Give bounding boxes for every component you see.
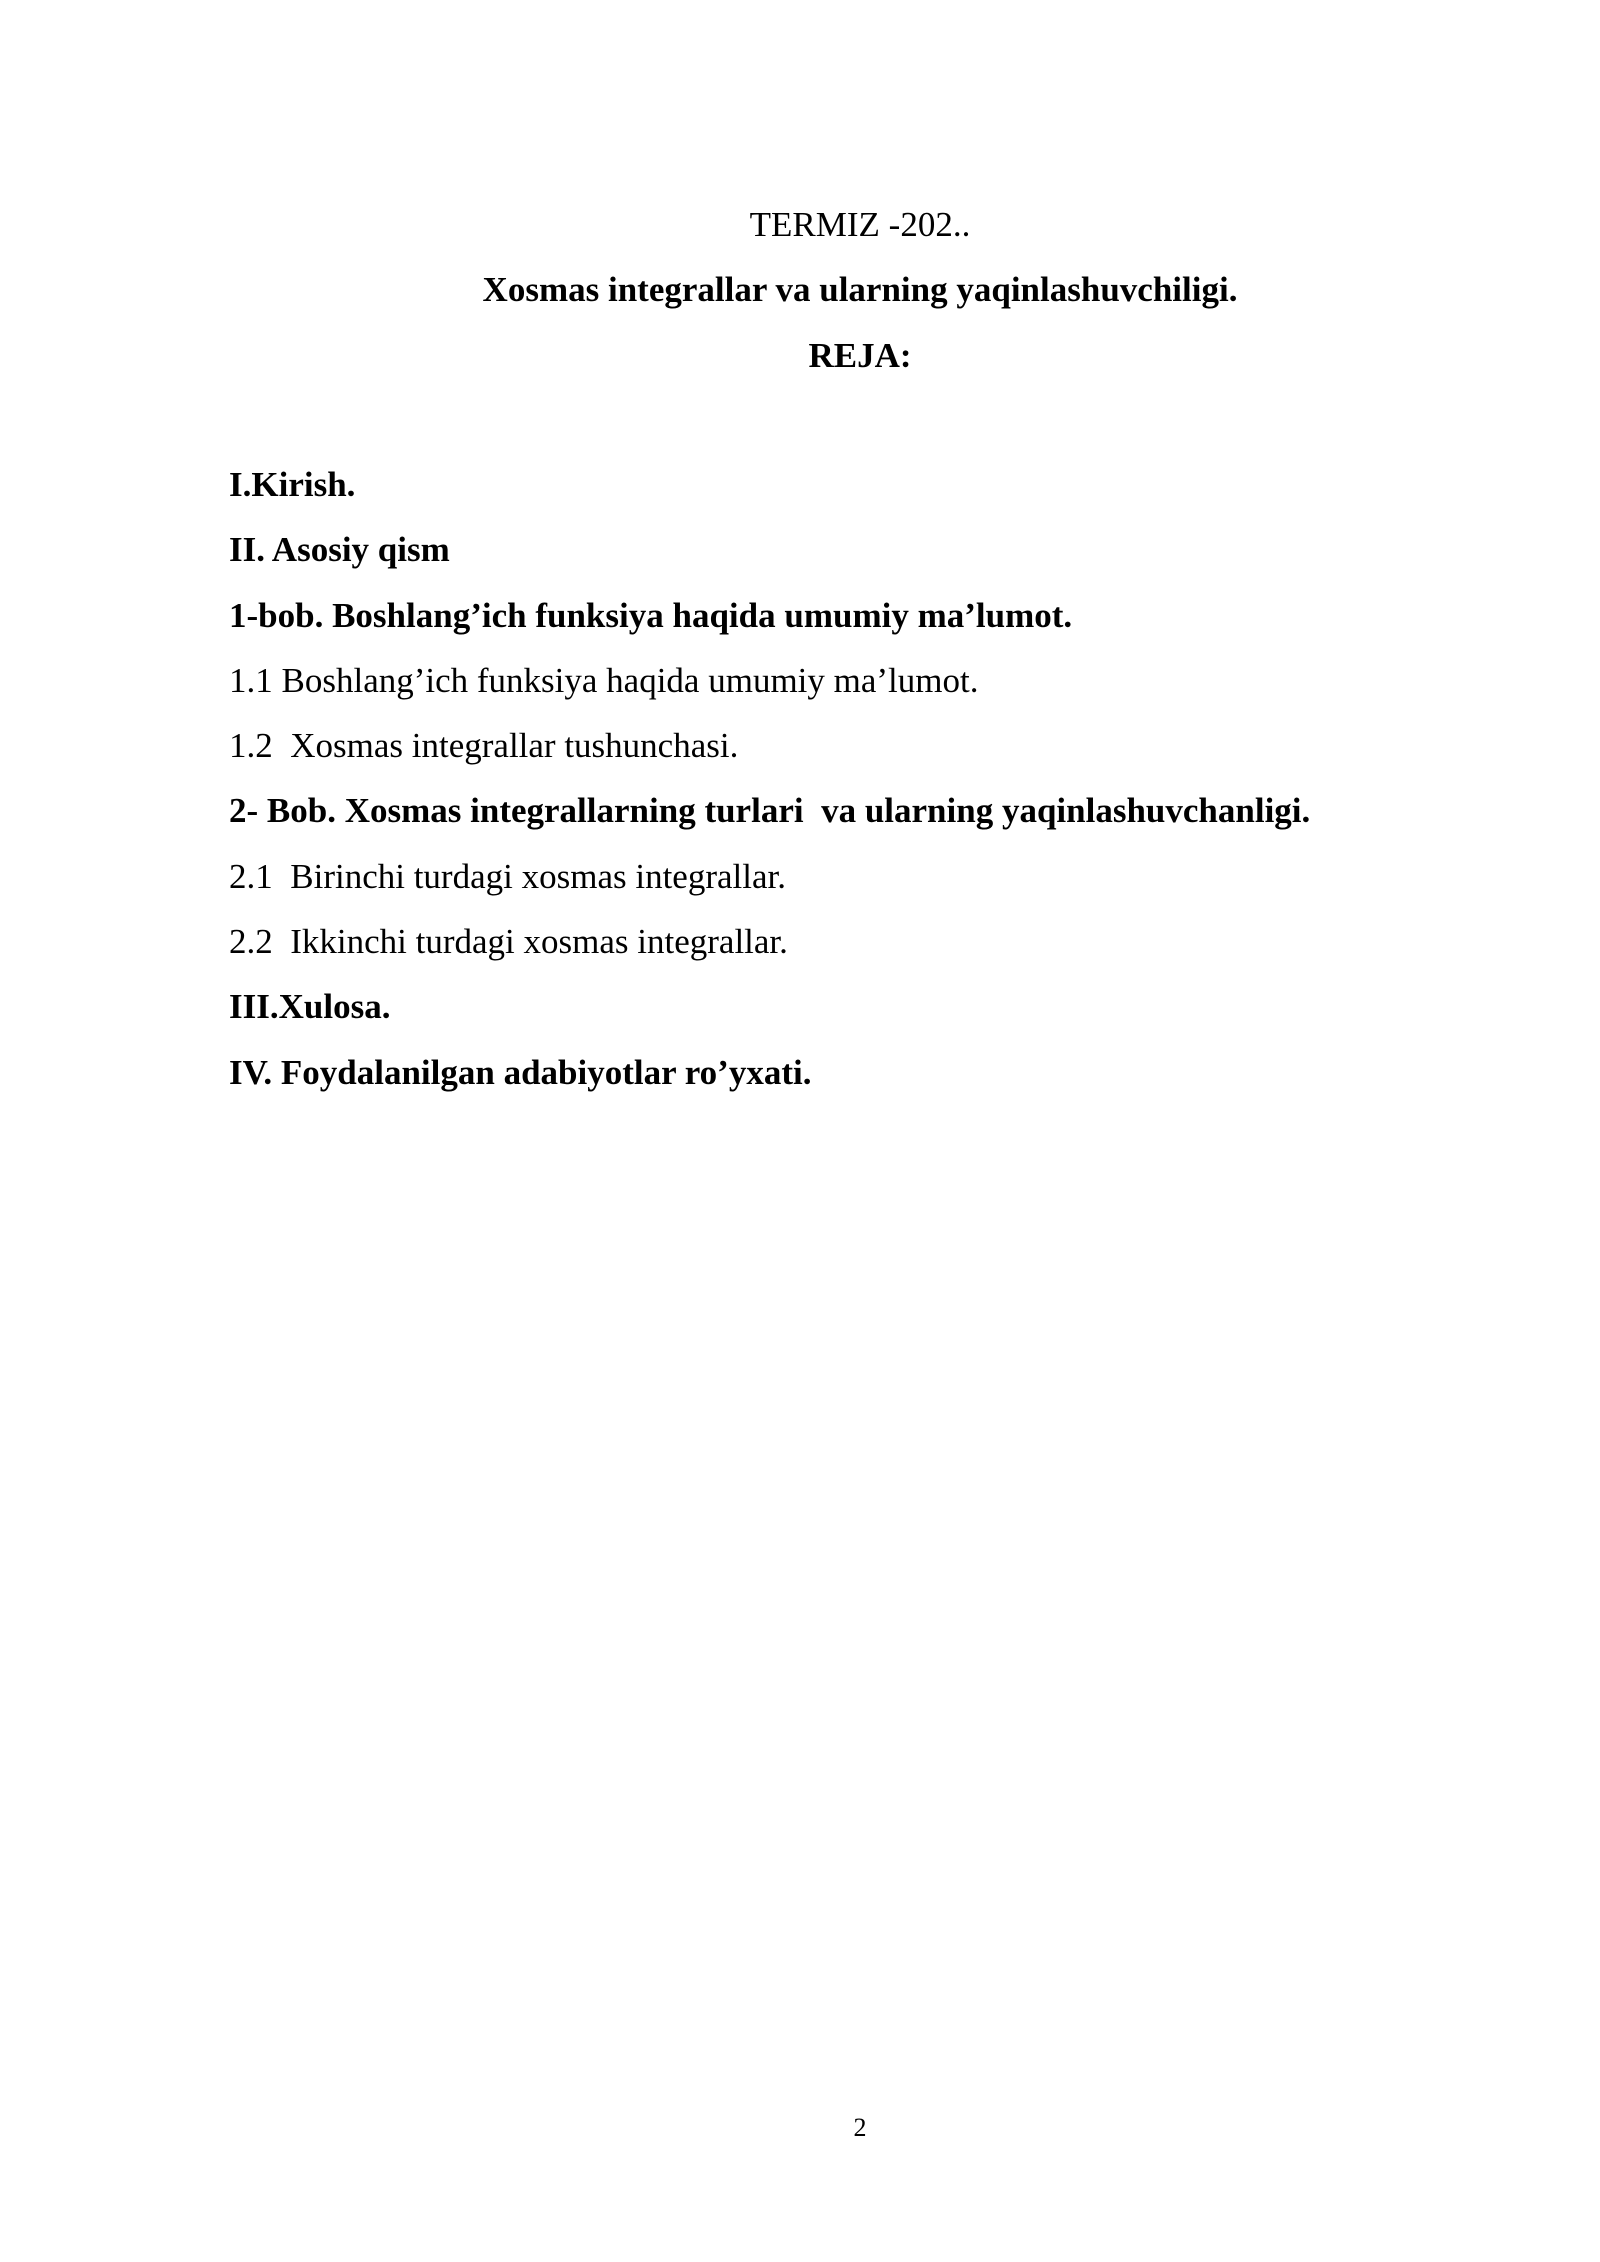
city-year-line: TERMIZ -202.. [749,205,971,244]
toc-item-main-part: II. Asosiy qism [229,530,450,570]
toc-item-section-1-2: 1.2 Xosmas integrallar tushunchasi. [229,726,739,766]
toc-item-references: IV. Foydalanilgan adabiyotlar ro’yxati. [229,1052,812,1092]
table-of-contents [229,465,1310,1118]
plan-heading: REJA: [808,336,912,375]
toc-item-chapter-2: 2- Bob. Xosmas integrallarning turlari va ularning yaqinlashuvchanligi. [229,791,1311,831]
toc-item-section-2-1: 2.1 Birinchi turdagi xosmas integrallar. [229,856,786,896]
toc-item-section-1-1: 1.1 Boshlang’ich funksiya haqida umumiy ma’lumot. [229,660,979,700]
toc-item-section-2-2: 2.2 Ikkinchi turdagi xosmas integrallar. [229,922,788,962]
document-title: Xosmas integrallar va ularning yaqinlashuvchiligi. [482,270,1238,309]
toc-item-chapter-1: 1-bob. Boshlang’ich funksiya haqida umumiy ma’lumot. [229,595,1073,635]
page-number: 2 [853,2113,867,2142]
toc-item-conclusion: III.Xulosa. [229,987,391,1027]
toc-item-introduction: I.Kirish. [229,465,356,504]
